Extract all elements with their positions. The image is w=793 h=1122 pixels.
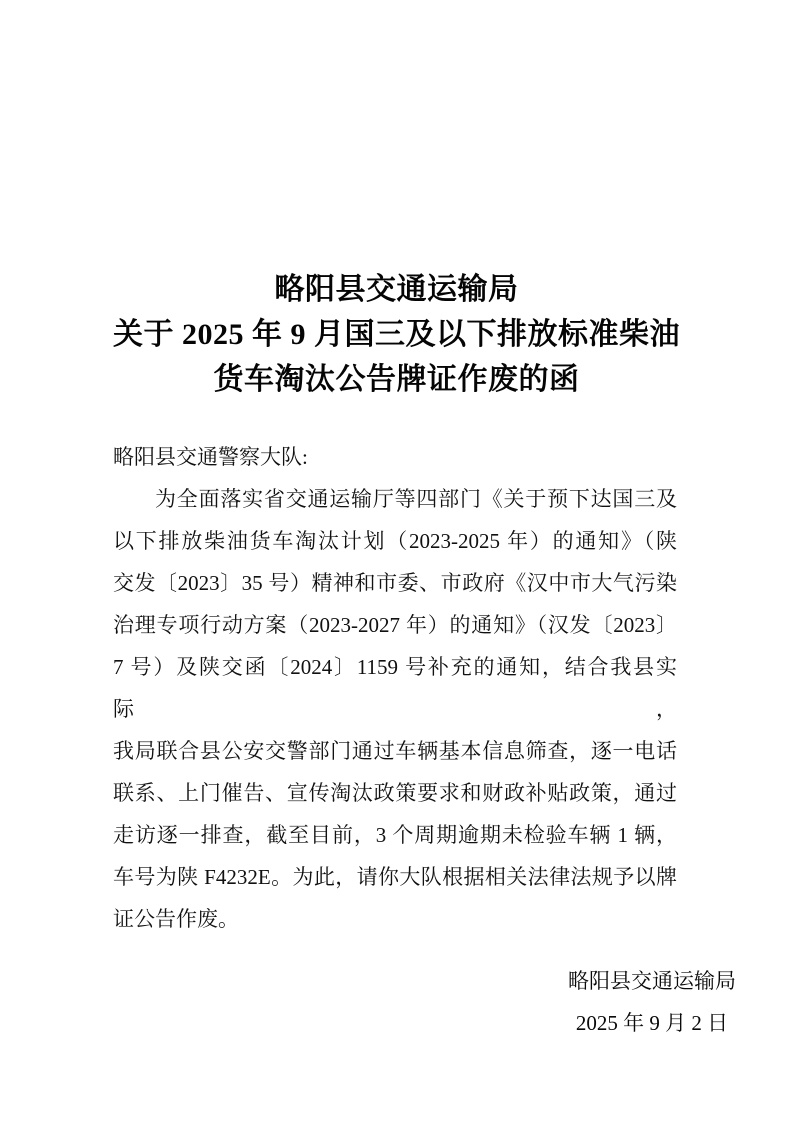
body-line: 交发〔2023〕35 号）精神和市委、市政府《汉中市大气污染 — [113, 571, 677, 595]
body-line: 7 号）及陕交函〔2024〕1159 号补充的通知，结合我县实际， — [113, 655, 677, 721]
body-line: 治理专项行动方案（2023-2027 年）的通知》（汉发〔2023〕 — [113, 613, 677, 637]
body-line: 车号为陕 F4232E。为此，请你大队根据相关法律法规予以牌 — [113, 865, 677, 889]
body-line: 证公告作废。 — [113, 907, 239, 931]
signature-org: 略阳县交通运输局 — [568, 969, 736, 993]
body-line: 为全面落实省交通运输厅等四部门《关于预下达国三及 — [155, 487, 677, 511]
document-title — [0, 0, 793, 402]
body-line: 我局联合县公安交警部门通过车辆基本信息筛查，逐一电话 — [113, 739, 677, 763]
body-line: 以下排放柴油货车淘汰计划（2023-2025 年）的通知》（陕 — [113, 529, 677, 553]
body-line: 联系、上门催告、宣传淘汰政策要求和财政补贴政策，通过 — [113, 781, 677, 805]
signature-date: 2025 年 9 月 2 日 — [575, 1011, 729, 1035]
title-line-2: 关于 2025 年 9 月国三及以下排放标准柴油 — [113, 318, 680, 351]
signature-block — [0, 960, 793, 1044]
signature-inner — [568, 960, 736, 1044]
title-line-1: 略阳县交通运输局 — [274, 273, 519, 306]
salutation: 略阳县交通警察大队: — [113, 445, 308, 469]
document-body — [113, 436, 677, 940]
title-line-3: 货车淘汰公告牌证作废的函 — [213, 363, 580, 396]
body-line: 走访逐一排查，截至目前，3 个周期逾期未检验车辆 1 辆， — [113, 823, 677, 847]
